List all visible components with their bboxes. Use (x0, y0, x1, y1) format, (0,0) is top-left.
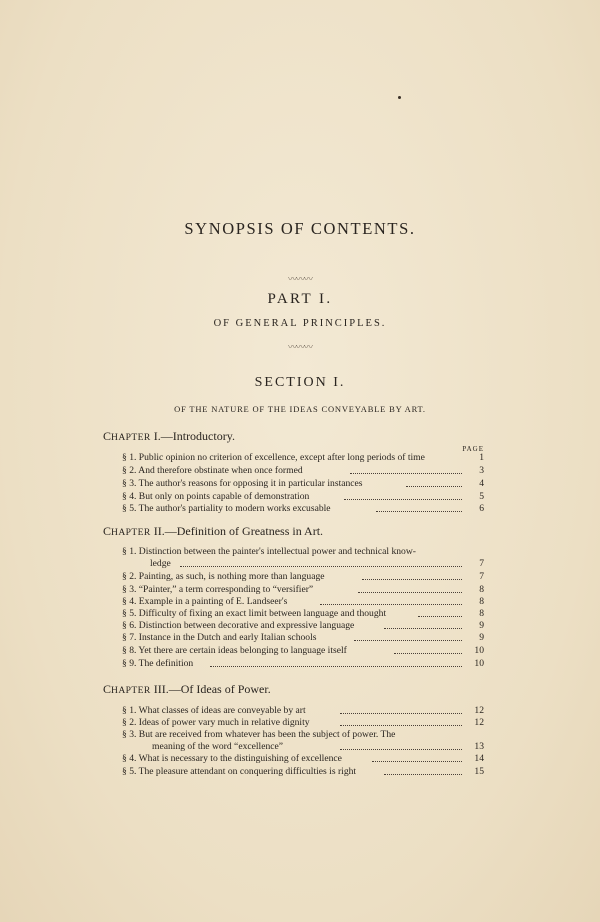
section-subtitle: OF THE NATURE OF THE IDEAS CONVEYABLE BY ART. (174, 404, 426, 414)
ornament-divider-bottom: 〰〰〰 (287, 342, 312, 352)
chapter-heading-3: CHAPTER III.—Of Ideas of Power. (103, 682, 271, 696)
section-title: SECTION I. (254, 375, 346, 390)
toc-entry: § 1. Public opinion no criterion of excellence, except after long periods of time 1 (122, 452, 484, 463)
toc-entry: § 4. Example in a painting of E. Landseer's 8 (122, 596, 484, 607)
toc-entry: § 1. Distinction between the painter's intellectual power and technical know- (122, 546, 416, 557)
toc-entry: § 5. The pleasure attendant on conquering difficulties is right 15 (122, 766, 484, 777)
toc-entry: § 4. But only on points capable of demonstration 5 (122, 491, 484, 502)
toc-entry: § 5. Difficulty of fixing an exact limit between language and thought 8 (122, 608, 484, 619)
toc-entry: § 2. Painting, as such, is nothing more than language 7 (122, 571, 484, 582)
toc-entry: § 2. Ideas of power vary much in relative dignity 12 (122, 717, 484, 728)
ink-speck (398, 96, 401, 99)
toc-entry: § 3. “Painter,” a term corresponding to “versifier” 8 (122, 584, 484, 595)
toc-entry: § 1. What classes of ideas are conveyable by art 12 (122, 705, 484, 716)
part-title: PART I. (267, 291, 333, 307)
toc-entry: § 5. The author's partiality to modern works excusable 6 (122, 503, 484, 514)
toc-entry: § 8. Yet there are certain ideas belonging to language itself 10 (122, 645, 484, 656)
toc-entry: § 6. Distinction between decorative and expressive language 9 (122, 620, 484, 631)
toc-entry-continuation: meaning of the word “excellence” 13 (152, 741, 484, 752)
toc-entry: § 9. The definition 10 (122, 658, 484, 669)
toc-entry: § 7. Instance in the Dutch and early Italian schools 9 (122, 632, 484, 643)
toc-entry-continuation: ledge 7 (150, 558, 484, 569)
ornament-divider-top: 〰〰〰 (287, 274, 312, 284)
toc-entry: § 4. What is necessary to the distinguishing of excellence 14 (122, 753, 484, 764)
chapter-heading-1: CHAPTER I.—Introductory. (103, 429, 235, 443)
toc-entry: § 2. And therefore obstinate when once formed 3 (122, 465, 484, 476)
chapter-heading-2: CHAPTER II.—Definition of Greatness in Art. (103, 524, 324, 538)
page-title: SYNOPSIS OF CONTENTS. (184, 219, 416, 238)
toc-entry: § 3. The author's reasons for opposing it in particular instances 4 (122, 478, 484, 489)
toc-entry: § 3. But are received from whatever has been the subject of power. The (122, 729, 396, 740)
page-column-label: PAGE (462, 445, 484, 453)
part-subtitle: OF GENERAL PRINCIPLES. (213, 318, 387, 329)
